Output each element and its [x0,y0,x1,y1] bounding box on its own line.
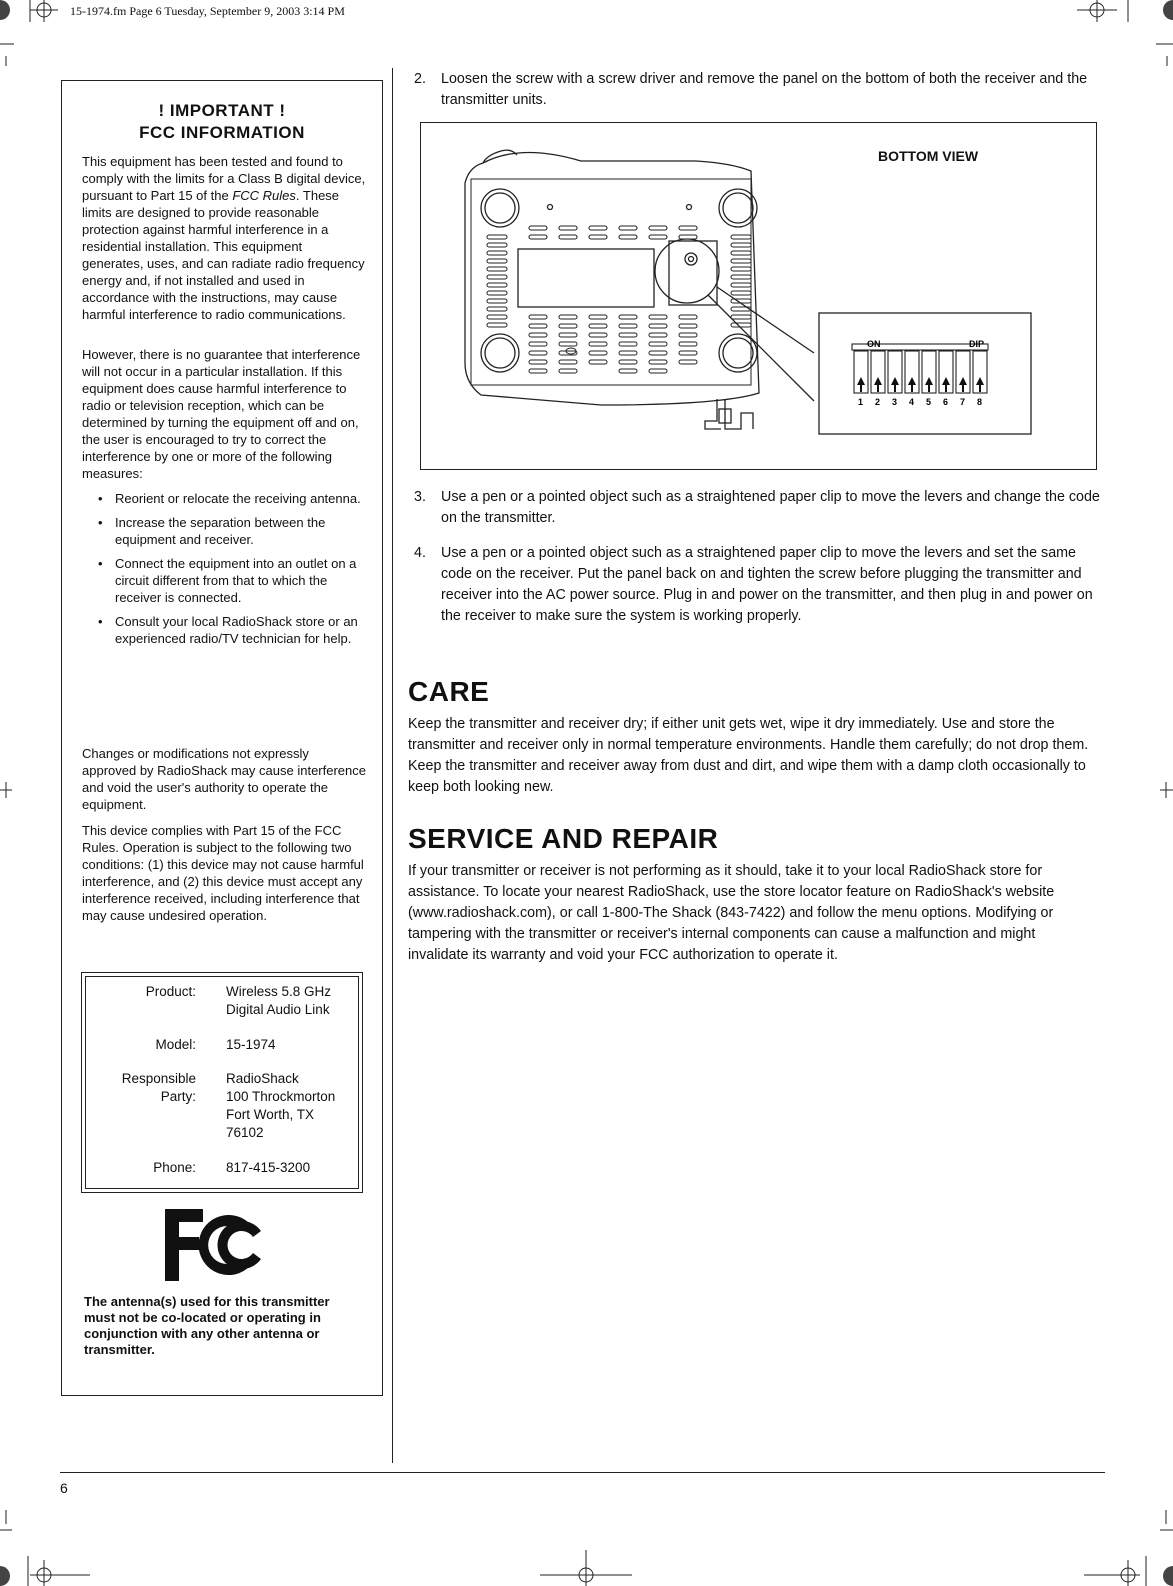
product-label: Product: [145,984,196,999]
dip-switch-number: 5 [926,397,932,407]
fcc-paragraph-no-guarantee: However, there is no guarantee that interference will not occur in a particular installation. If this equipment does cause harmful interference to radio or television reception, which can be determined by turning the equipment off and on, the user is encouraged to try to correct the interference by one or more of the following measures: [82,347,361,481]
column-divider [392,68,393,1463]
dip-dip-label: DIP [969,339,985,349]
care-text: Keep the transmitter and receiver dry; if either unit gets wet, wipe it dry immediately. Use and store the transmitter and receiver only in normal temperature environments. Handle them carefully; do not drop them. Keep the transmitter and receiver away from dust and dirt, and wipe them with a damp cloth occasionally to keep both looking new. [408,716,1089,795]
model-value: 15-1974 [226,1037,276,1052]
print-header: 15-1974.fm Page 6 Tuesday, September 9, 2003 3:14 PM [70,4,345,18]
service-text: If your transmitter or receiver is not performing as it should, take it to your local RadioShack store for assistance. To locate your nearest RadioShack, use the store locator feature on RadioShack's website (www.radioshack.com), or call 1-800-The Shack (843-7422) and follow the menu options. Modifying or tampering with the transmitter or receiver's internal components can cause a malfunction and might invalidate its warranty and void your FCC authorization to operate it. [408,863,1055,963]
dip-switch-8 [973,351,987,407]
fcc-paragraph-compliance: This equipment has been tested and found to comply with the limits for a Class B digital device, pursuant to Part 15 of the FCC Rules. These limits are designed to provide reasonable protection against harmful interference in a residential installation. This equipment generates, uses, and can radiate radio frequency energy and, if not installed and used in accordance with the instructions, may cause harmful interference to radio communications. [82,154,366,322]
dip-switch-block [852,344,988,407]
model-label: Model: [155,1037,196,1052]
step-2 [414,69,1100,111]
dip-switch-number: 1 [858,397,864,407]
fcc-logo-icon [163,1207,267,1283]
dip-switch-4 [905,351,919,407]
step-number: 2. [414,71,426,87]
dip-switch-number: 2 [875,397,881,407]
fcc-heading-important: ! IMPORTANT ! [158,101,286,120]
step-number: 3. [414,489,426,505]
dip-switch-3 [888,351,902,407]
dip-on-label: ON [867,339,881,349]
footer-rule [60,1472,1105,1473]
fcc-measure-item: • Increase the separation between the equipment and receiver. [82,514,370,548]
device-bottom-illustration [421,123,1095,468]
step-4 [414,543,1100,627]
fcc-antenna-notice: The antenna(s) used for this transmitter must not be co-located or operating in conjunction with any other antenna or transmitter. [84,1294,330,1357]
fcc-measure-item: • Consult your local RadioShack store or an experienced radio/TV technician for help. [82,613,370,647]
dip-switch-number: 4 [909,397,915,407]
step-text: Loosen the screw with a screw driver and remove the panel on the bottom of both the receiver and the transmitter units. [441,71,1088,108]
product-info-table [81,972,363,1193]
step-number: 4. [414,545,426,561]
dip-switch-number: 6 [943,397,949,407]
fcc-heading-title: FCC INFORMATION [139,123,305,142]
fcc-information-box [61,80,383,1396]
bottom-view-figure [420,122,1097,470]
figure-label: BOTTOM VIEW [878,148,979,164]
step-3 [414,487,1100,529]
page-number: 6 [60,1480,68,1496]
dip-switch-6 [939,351,953,407]
phone-value: 817-415-3200 [226,1160,311,1175]
step-text: Use a pen or a pointed object such as a straightened paper clip to move the levers and set the same code on the receiver. Put the panel back on and tighten the screw before plugging the transmitter and receiver into the AC power source. Plug in and power on the transmitter, and then plug in and power on the receiver to make sure the system is working properly. [441,545,1093,624]
phone-label: Phone: [153,1160,196,1175]
product-value: Wireless 5.8 GHz Digital Audio Link [226,984,332,1017]
fcc-paragraph-part15: This device complies with Part 15 of the FCC Rules. Operation is subject to the following two conditions: (1) this device may not cause harmful interference, and (2) this device must accept any interference received, including interference that may cause undesired operation. [82,823,364,923]
step-text: Use a pen or a pointed object such as a straightened paper clip to move the levers and change the code on the transmitter. [441,489,1100,526]
dip-switch-1 [854,351,868,407]
dip-switch-2 [871,351,885,407]
care-heading: CARE [408,676,490,707]
dip-switch-number: 3 [892,397,898,407]
dip-switch-5 [922,351,936,407]
fcc-measure-item: • Reorient or relocate the receiving antenna. [82,490,370,507]
dip-switch-number: 8 [977,397,983,407]
fcc-measure-item: • Connect the equipment into an outlet on a circuit different from that to which the receiver is connected. [82,555,370,606]
fcc-measures-list [82,490,370,654]
dip-switch-7 [956,351,970,407]
service-heading: SERVICE AND REPAIR [408,823,719,854]
responsible-party-value: RadioShack 100 Throckmorton Fort Worth, TX 76102 [226,1071,336,1140]
fcc-paragraph-modifications: Changes or modifications not expressly approved by RadioShack may cause interference and void the user's authority to operate the equipment. [82,746,366,812]
responsible-party-label: Responsible Party: [121,1071,196,1104]
dip-switch-number: 7 [960,397,966,407]
